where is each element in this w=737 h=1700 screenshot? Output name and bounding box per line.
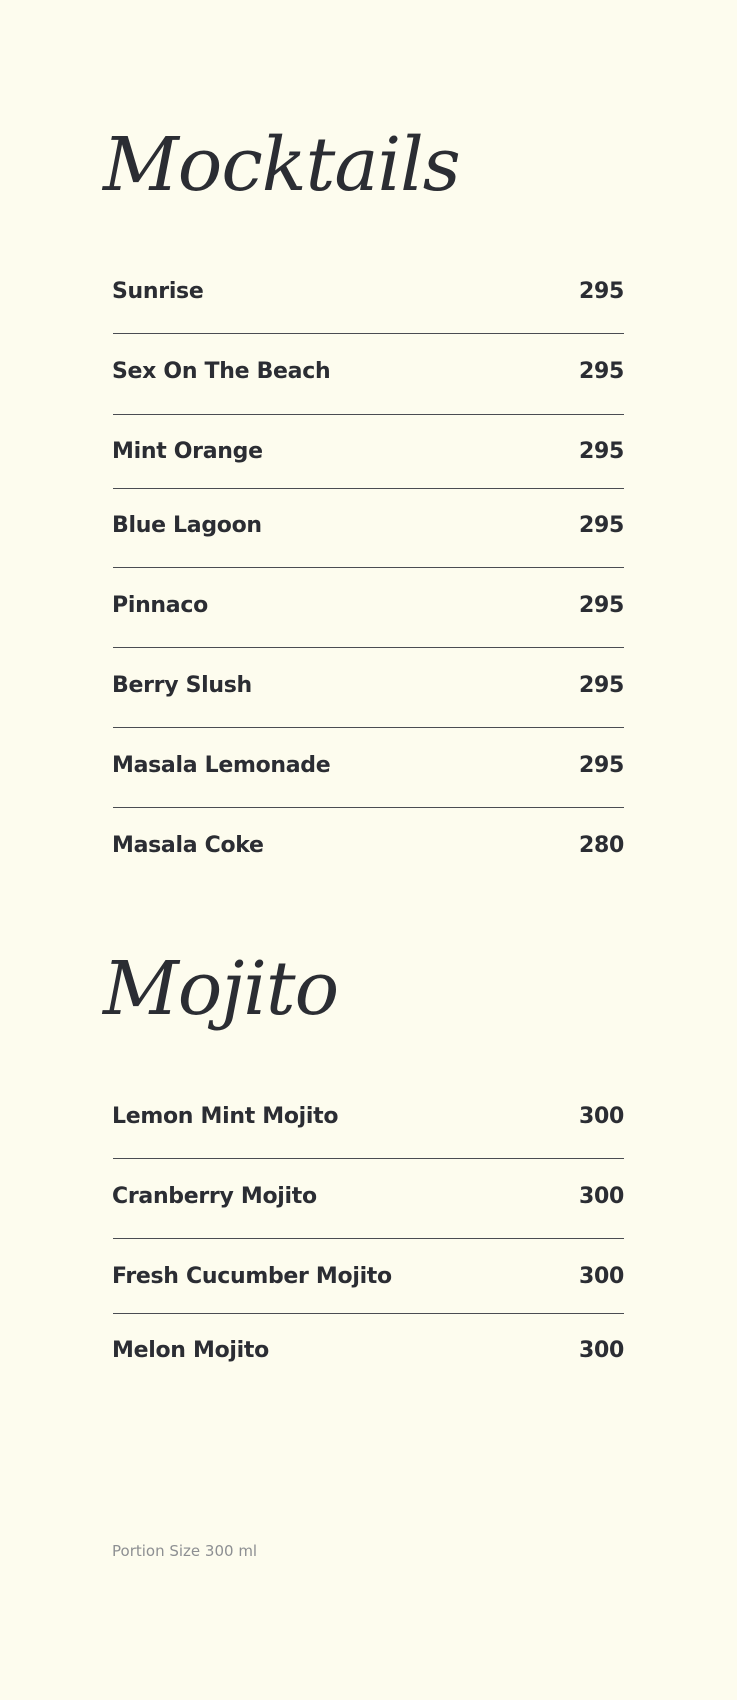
divider: [113, 1158, 624, 1159]
item-price: 300: [578, 1337, 624, 1363]
divider: [113, 414, 624, 415]
menu-item-melon-mojito: [112, 1330, 624, 1370]
menu-item-sex-on-the-beach: [112, 351, 624, 391]
item-price: 295: [578, 512, 624, 538]
section-title-mojito: Mojito: [103, 946, 339, 1032]
menu-item-lemon-mint-mojito: [112, 1096, 624, 1136]
item-name: Sex On The Beach: [112, 358, 331, 384]
menu-item-cranberry-mojito: [112, 1176, 624, 1216]
menu-item-masala-lemonade: [112, 745, 624, 785]
divider: [113, 807, 624, 808]
divider: [113, 567, 624, 568]
item-name: Fresh Cucumber Mojito: [112, 1263, 392, 1289]
item-price: 300: [578, 1183, 624, 1209]
item-name: Cranberry Mojito: [112, 1183, 317, 1209]
menu-item-mint-orange: [112, 431, 624, 471]
item-name: Masala Lemonade: [112, 752, 331, 778]
divider: [113, 488, 624, 489]
item-price: 295: [578, 438, 624, 464]
item-name: Pinnaco: [112, 592, 208, 618]
portion-size-note: Portion Size 300 ml: [112, 1542, 258, 1560]
item-price: 295: [578, 592, 624, 618]
item-name: Masala Coke: [112, 832, 264, 858]
divider: [113, 1238, 624, 1239]
divider: [113, 333, 624, 334]
item-price: 280: [578, 832, 624, 858]
menu-item-pinnaco: [112, 585, 624, 625]
menu-item-fresh-cucumber-mojito: [112, 1256, 624, 1296]
item-name: Blue Lagoon: [112, 512, 262, 538]
divider: [113, 647, 624, 648]
item-price: 295: [578, 278, 624, 304]
item-price: 295: [578, 358, 624, 384]
divider: [113, 1313, 624, 1314]
menu-item-masala-coke: [112, 825, 624, 865]
item-name: Mint Orange: [112, 438, 263, 464]
item-name: Berry Slush: [112, 672, 252, 698]
item-name: Melon Mojito: [112, 1337, 269, 1363]
item-price: 295: [578, 752, 624, 778]
item-price: 300: [578, 1263, 624, 1289]
divider: [113, 727, 624, 728]
section-title-mocktails: Mocktails: [103, 122, 460, 208]
menu-item-berry-slush: [112, 665, 624, 705]
item-price: 295: [578, 672, 624, 698]
menu-item-sunrise: [112, 271, 624, 311]
item-price: 300: [578, 1103, 624, 1129]
item-name: Sunrise: [112, 278, 204, 304]
item-name: Lemon Mint Mojito: [112, 1103, 339, 1129]
menu-item-blue-lagoon: [112, 505, 624, 545]
